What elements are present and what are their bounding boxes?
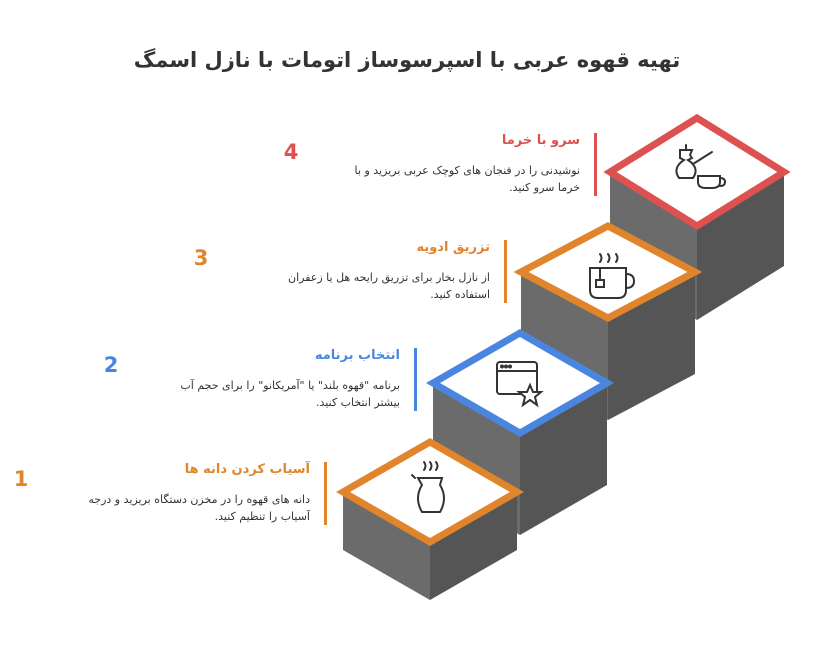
step-2-text [160, 348, 417, 411]
step-4-text [340, 133, 597, 196]
step-title: سرو با خرما [501, 133, 580, 148]
step-3-text [250, 240, 507, 303]
step-title: انتخاب برنامه [314, 348, 400, 363]
step-description: نوشیدنی را در فنجان های کوچک عربی بریزید و با خرما سرو کنید. [354, 164, 580, 194]
step-description: دانه های قهوه را در مخزن دستگاه بریزید و درجه آسیاب را تنظیم کنید. [88, 493, 310, 523]
step-number-4: 4 [283, 140, 299, 164]
step-number-2: 2 [103, 353, 119, 377]
step-title: آسیاب کردن دانه ها [184, 462, 310, 477]
step-1-text [70, 462, 327, 525]
step-description: از نازل بخار برای تزریق رایحه هل یا زعفران استفاده کنید. [288, 271, 490, 301]
step-description: برنامه "قهوه بلند" یا "آمریکانو" را برای حجم آب بیشتر انتخاب کنید. [180, 379, 400, 409]
step-number-3: 3 [193, 246, 209, 270]
step-title: تزریق ادویه [416, 240, 490, 255]
page-title: تهیه قهوه عربی با اسپرسوساز اتومات با نازل اسمگ [133, 48, 681, 72]
step-number-1: 1 [13, 467, 29, 491]
